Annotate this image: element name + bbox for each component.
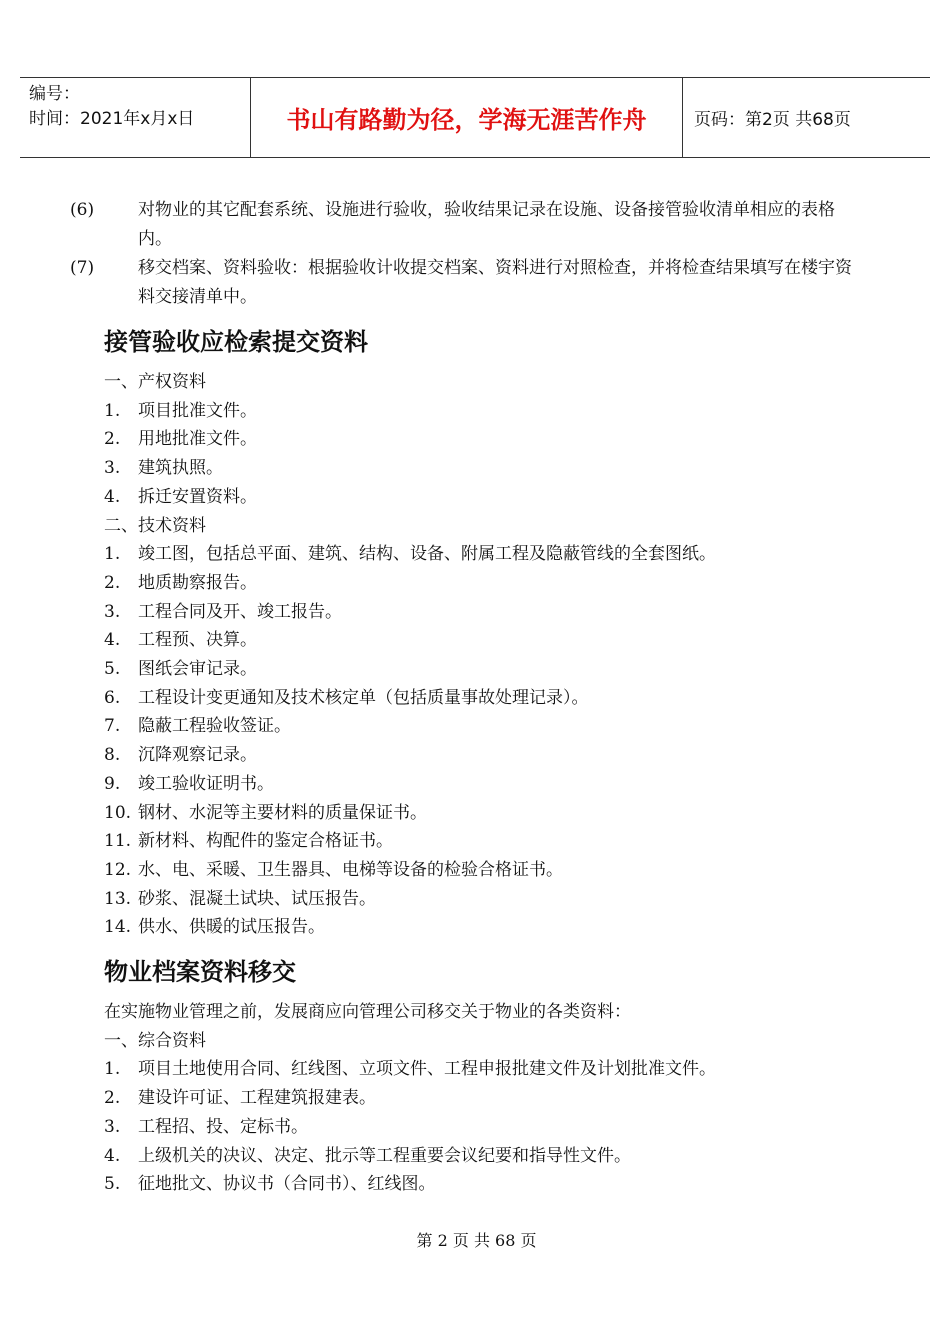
list-item [104,397,854,426]
item-number: 12. [104,859,132,880]
item-text: 征地批文、协议书（合同书）、红线图。 [138,1174,436,1195]
item-text: 地质勘察报告。 [138,572,257,593]
item-text: 新材料、构配件的鉴定合格证书。 [138,831,393,852]
list-item [104,799,854,828]
item-number: 1. [104,400,121,421]
item-text: 供水、供暖的试压报告。 [138,917,325,938]
item-number: 4. [104,1145,121,1166]
page-info: 页码：第2页 共68页 [694,110,851,130]
item-number: (6) [70,200,95,220]
list-item [104,827,854,856]
list-item [104,913,854,942]
list-item [104,454,854,483]
item-number: 3. [104,1116,121,1137]
item-text: 工程设计变更通知及技术核定单（包括质量事故处理记录）。 [138,687,589,708]
item-number: 4. [104,630,121,651]
item-text: 竣工验收证明书。 [138,773,274,794]
item-text: 项目土地使用合同、红线图、立项文件、工程申报批建文件及计划批准文件。 [138,1059,716,1080]
list-item [104,483,854,512]
list-item [104,569,854,598]
item-number: 13. [104,888,132,909]
item-text: 水、电、采暖、卫生器具、电梯等设备的检验合格证书。 [138,859,563,880]
footer-page-number: 第 2 页 共 68 页 [416,1231,537,1250]
item-text: 建设许可证、工程建筑报建表。 [138,1088,376,1109]
section-heading: 物业档案资料移交 [104,958,296,987]
list-item [104,1084,854,1113]
list-item [104,425,854,454]
list-item [104,741,854,770]
item-number: 1. [104,1059,121,1080]
item-number: 7. [104,716,121,737]
item-text: 竣工图，包括总平面、建筑、结构、设备、附属工程及隐蔽管线的全套图纸。 [138,544,716,565]
item-text: 用地批准文件。 [138,429,257,450]
item-text: 图纸会审记录。 [138,659,257,680]
item-number: 5. [104,1174,121,1195]
section-intro: 在实施物业管理之前，发展商应向管理公司移交关于物业的各类资料： [104,1002,631,1023]
item-number: 1. [104,544,121,565]
document-body [70,196,854,1199]
motto-text: 书山有路勤为径，学海无涯苦作舟 [286,106,647,134]
header-left-cell [20,78,251,157]
item-text: 砂浆、混凝土试块、试压报告。 [138,888,376,909]
list-item [104,1055,854,1084]
item-text: 建筑执照。 [138,458,223,479]
intro-item [70,254,854,312]
item-number: 10. [104,802,132,823]
list-item [104,655,854,684]
list-item [104,598,854,627]
item-number: 3. [104,458,121,479]
group-title: 一、产权资料 [104,372,206,392]
technical-docs-list [104,540,854,942]
list-item [104,856,854,885]
page-header [20,77,930,158]
item-number: 3. [104,601,121,622]
item-text: 工程招、投、定标书。 [138,1116,308,1137]
item-number: 4. [104,486,121,507]
list-item [104,540,854,569]
list-item [104,770,854,799]
item-number: 6. [104,687,121,708]
item-number: 2. [104,1088,121,1109]
header-motto-cell [251,78,683,157]
item-number: 11. [104,831,132,852]
list-item [104,712,854,741]
general-docs-list [104,1055,854,1199]
item-text: 工程合同及开、竣工报告。 [138,601,342,622]
item-number: 5. [104,659,121,680]
header-page-cell [683,78,930,157]
item-text: 沉降观察记录。 [138,745,257,766]
item-text: 上级机关的决议、决定、批示等工程重要会议纪要和指导性文件。 [138,1145,631,1166]
item-number: 2. [104,572,121,593]
item-text: 拆迁安置资料。 [138,486,257,507]
item-text: 对物业的其它配套系统、设施进行验收，验收结果记录在设施、设备接管验收清单相应的表格内。 [138,200,835,249]
item-number: 9. [104,773,121,794]
section-heading: 接管验收应检索提交资料 [104,328,368,356]
list-item [104,1142,854,1171]
time-label: 时间：2021年x月x日 [29,109,195,129]
property-docs-list [104,397,854,512]
group-title: 一、综合资料 [104,1030,206,1051]
group-title: 二、技术资料 [104,515,206,536]
item-number: (7) [70,258,95,278]
list-item [104,1113,854,1142]
number-label: 编号： [29,84,80,104]
item-text: 工程预、决算。 [138,630,257,651]
item-text: 隐蔽工程验收签证。 [138,716,291,737]
list-item [104,684,854,713]
item-text: 钢材、水泥等主要材料的质量保证书。 [138,802,427,823]
item-text: 项目批准文件。 [138,400,257,421]
list-item [104,1170,854,1199]
item-number: 14. [104,917,132,938]
item-number: 2. [104,429,121,450]
list-item [104,885,854,914]
item-text: 移交档案、资料验收：根据验收计收提交档案、资料进行对照检查，并将检查结果填写在楼宇资料交接清单中。 [138,258,852,307]
list-item [104,626,854,655]
item-number: 8. [104,745,121,766]
page-footer [0,1228,950,1251]
intro-item [70,196,854,254]
